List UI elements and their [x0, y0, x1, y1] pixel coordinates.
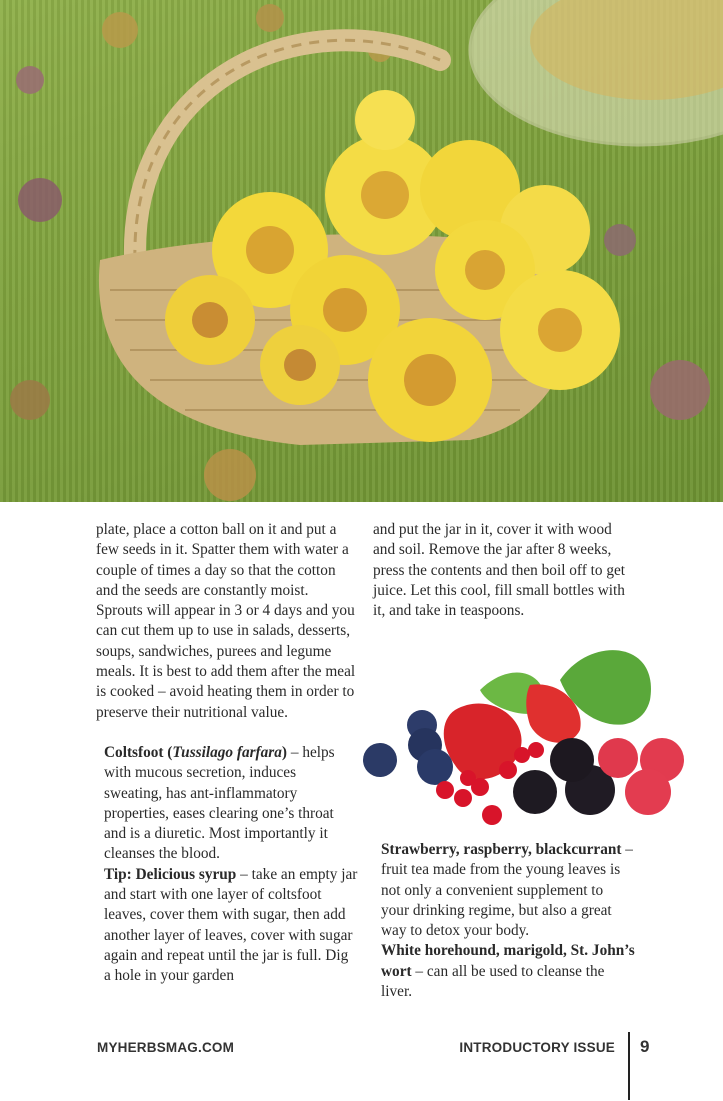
- tip-description: – take an empty jar and start with one layer of coltsfoot leaves, cover them with sugar, then add another layer of leaves, cover with sugar again and repeat until the jar is full. Dig a hole in your garden: [104, 865, 358, 985]
- footer-site: MYHERBSMAG.COM: [97, 1040, 235, 1055]
- right-column-bottom: [373, 840, 635, 1002]
- footer-divider: [628, 1032, 630, 1100]
- left-column: [96, 520, 358, 987]
- coltsfoot-paragraph: [96, 743, 358, 865]
- footer-issue: INTRODUCTORY ISSUE: [459, 1040, 615, 1055]
- page-number: 9: [640, 1037, 650, 1056]
- right-column-top: [373, 520, 635, 621]
- hero-photo-coltsfoot-basket: [0, 0, 723, 502]
- coltsfoot-name: Coltsfoot (: [104, 743, 173, 761]
- coltsfoot-description: – helps with mucous secretion, induces sweating, has ant-inflammatory properties, eases clearing one’s throat and is a diuretic. Most importantly it cleanses the blood.: [104, 743, 335, 863]
- coltsfoot-latin-name: Tussilago farfara: [172, 743, 282, 761]
- berries-description: – fruit tea made from the young leaves is not only a convenient supplement to your drinking regime, but also a great way to detox your body.: [381, 841, 633, 940]
- coltsfoot-name-close: ): [281, 743, 288, 761]
- liver-description: – can all be used to cleanse the liver.: [381, 962, 605, 1001]
- liver-label: White horehound, marigold, St. John’s wort: [381, 942, 635, 980]
- berries-illustration: [360, 640, 690, 840]
- continuation-paragraph: and put the jar in it, cover it with wood and soil. Remove the jar after 8 weeks, press the contents and then boil off to get juice. Let this cool, fill small bottles with it, and take in teaspoons.: [373, 521, 626, 620]
- liver-paragraph: [373, 941, 635, 1002]
- intro-paragraph: plate, place a cotton ball on it and put a few seeds in it. Spatter them with water a couple of times a day so that the cotton and the seeds are constantly moist. Sprouts will appear in 3 or 4 days and you can cut them up to use in salads, desserts, soups, sandwiches, purees and legume meals. It is best to add them after the meal is cooked – avoid heating them in order to preserve their nutritional value.: [96, 521, 356, 721]
- hero-illustration: [0, 0, 723, 502]
- tip-paragraph: [96, 865, 358, 987]
- berries-label: Strawberry, raspberry, blackcurrant: [381, 841, 622, 858]
- tip-label: Tip: Delicious syrup: [104, 865, 237, 883]
- berries-photo: [360, 640, 690, 840]
- berries-paragraph: [373, 840, 635, 941]
- page-footer: [0, 1036, 723, 1076]
